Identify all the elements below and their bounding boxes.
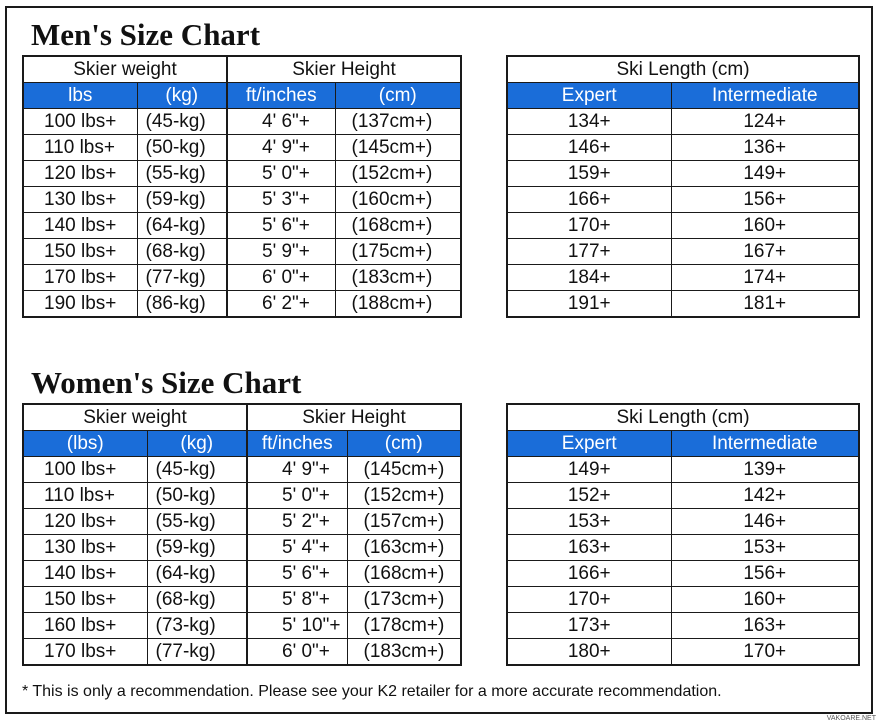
- women-ski-length-row: [507, 587, 859, 613]
- women-expert-length-cell: 180+: [507, 639, 671, 666]
- men-intermediate-length-cell: 167+: [671, 239, 859, 265]
- men-height-ft-cell: 6' 0"+: [227, 265, 335, 291]
- men-weight-lbs-cell: 140 lbs+: [23, 213, 137, 239]
- men-table-row: [23, 239, 461, 265]
- men-skier-weight-header: Skier weight: [23, 56, 227, 83]
- women-height-ft-cell: 5' 0"+: [247, 483, 347, 509]
- women-ski-length-row: [507, 561, 859, 587]
- women-ski-length-table: [506, 403, 860, 666]
- women-height-cm-cell: (145cm+): [347, 457, 461, 483]
- men-height-cm-cell: (188cm+): [335, 291, 461, 318]
- men-weight-lbs-cell: 130 lbs+: [23, 187, 137, 213]
- men-intermediate-length-cell: 149+: [671, 161, 859, 187]
- women-height-cm-cell: (168cm+): [347, 561, 461, 587]
- women-ski-length-row: [507, 535, 859, 561]
- women-expert-length-cell: 166+: [507, 561, 671, 587]
- women-lbs-header: (lbs): [23, 431, 147, 457]
- women-height-ft-cell: 5' 2"+: [247, 509, 347, 535]
- women-height-cm-cell: (178cm+): [347, 613, 461, 639]
- women-ski-length-row: [507, 639, 859, 666]
- men-expert-length-cell: 184+: [507, 265, 671, 291]
- men-ski-length-row: [507, 265, 859, 291]
- women-height-ft-cell: 5' 6"+: [247, 561, 347, 587]
- women-expert-header: Expert: [507, 431, 671, 457]
- women-expert-length-cell: 153+: [507, 509, 671, 535]
- women-table-row: [23, 587, 461, 613]
- women-intermediate-length-cell: 139+: [671, 457, 859, 483]
- men-cm-header: (cm): [335, 83, 461, 109]
- men-expert-length-cell: 191+: [507, 291, 671, 318]
- women-height-ft-cell: 5' 10"+: [247, 613, 347, 639]
- women-weight-lbs-cell: 100 lbs+: [23, 457, 147, 483]
- women-ski-length-row: [507, 509, 859, 535]
- men-height-cm-cell: (137cm+): [335, 109, 461, 135]
- men-table-row: [23, 265, 461, 291]
- men-intermediate-length-cell: 136+: [671, 135, 859, 161]
- men-ski-length-row: [507, 187, 859, 213]
- women-intermediate-length-cell: 160+: [671, 587, 859, 613]
- men-table-row: [23, 109, 461, 135]
- men-height-cm-cell: (160cm+): [335, 187, 461, 213]
- women-expert-length-cell: 173+: [507, 613, 671, 639]
- men-height-ft-cell: 4' 6"+: [227, 109, 335, 135]
- men-weight-kg-cell: (45-kg): [137, 109, 227, 135]
- women-height-ft-cell: 4' 9"+: [247, 457, 347, 483]
- women-weight-kg-cell: (68-kg): [147, 587, 247, 613]
- women-height-cm-cell: (152cm+): [347, 483, 461, 509]
- men-height-cm-cell: (183cm+): [335, 265, 461, 291]
- men-ski-length-row: [507, 109, 859, 135]
- men-expert-length-cell: 177+: [507, 239, 671, 265]
- men-weight-kg-cell: (59-kg): [137, 187, 227, 213]
- men-ski-length-row: [507, 213, 859, 239]
- women-expert-length-cell: 149+: [507, 457, 671, 483]
- women-intermediate-length-cell: 163+: [671, 613, 859, 639]
- women-weight-lbs-cell: 130 lbs+: [23, 535, 147, 561]
- men-expert-length-cell: 170+: [507, 213, 671, 239]
- men-ski-length-header: Ski Length (cm): [507, 56, 859, 83]
- men-table-row: [23, 291, 461, 318]
- men-intermediate-length-cell: 124+: [671, 109, 859, 135]
- men-height-cm-cell: (175cm+): [335, 239, 461, 265]
- women-weight-kg-cell: (64-kg): [147, 561, 247, 587]
- women-intermediate-length-cell: 156+: [671, 561, 859, 587]
- men-weight-height-table: [22, 55, 462, 318]
- women-height-cm-cell: (157cm+): [347, 509, 461, 535]
- women-weight-lbs-cell: 120 lbs+: [23, 509, 147, 535]
- women-ski-length-row: [507, 613, 859, 639]
- men-ski-length-row: [507, 161, 859, 187]
- men-kg-header: (kg): [137, 83, 227, 109]
- women-ski-length-row: [507, 457, 859, 483]
- men-intermediate-length-cell: 156+: [671, 187, 859, 213]
- women-weight-kg-cell: (59-kg): [147, 535, 247, 561]
- women-weight-kg-cell: (50-kg): [147, 483, 247, 509]
- men-weight-lbs-cell: 170 lbs+: [23, 265, 137, 291]
- women-weight-lbs-cell: 140 lbs+: [23, 561, 147, 587]
- women-intermediate-length-cell: 146+: [671, 509, 859, 535]
- footnote: * This is only a recommendation. Please see your K2 retailer for a more accurate recommendation.: [22, 683, 722, 700]
- men-height-ft-cell: 5' 6"+: [227, 213, 335, 239]
- men-skier-height-header: Skier Height: [227, 56, 461, 83]
- men-weight-lbs-cell: 150 lbs+: [23, 239, 137, 265]
- men-height-ft-cell: 5' 3"+: [227, 187, 335, 213]
- women-height-ft-cell: 5' 8"+: [247, 587, 347, 613]
- men-weight-kg-cell: (50-kg): [137, 135, 227, 161]
- men-height-cm-cell: (152cm+): [335, 161, 461, 187]
- men-chart-title: Men's Size Chart: [31, 17, 261, 52]
- men-weight-kg-cell: (55-kg): [137, 161, 227, 187]
- women-table-row: [23, 639, 461, 666]
- women-skier-height-header: Skier Height: [247, 404, 461, 431]
- women-intermediate-length-cell: 170+: [671, 639, 859, 666]
- women-cm-header: (cm): [347, 431, 461, 457]
- men-table-row: [23, 213, 461, 239]
- men-table-row: [23, 161, 461, 187]
- men-height-ft-cell: 5' 9"+: [227, 239, 335, 265]
- women-skier-weight-header: Skier weight: [23, 404, 247, 431]
- men-weight-kg-cell: (77-kg): [137, 265, 227, 291]
- watermark: VAKOARE.NET: [826, 715, 876, 722]
- men-ski-length-table: [506, 55, 860, 318]
- women-weight-kg-cell: (45-kg): [147, 457, 247, 483]
- men-expert-length-cell: 134+: [507, 109, 671, 135]
- men-ski-length-row: [507, 135, 859, 161]
- men-height-ft-cell: 6' 2"+: [227, 291, 335, 318]
- women-weight-height-table: [22, 403, 462, 666]
- women-table-row: [23, 613, 461, 639]
- men-weight-lbs-cell: 100 lbs+: [23, 109, 137, 135]
- women-height-cm-cell: (163cm+): [347, 535, 461, 561]
- women-weight-kg-cell: (55-kg): [147, 509, 247, 535]
- women-kg-header: (kg): [147, 431, 247, 457]
- men-weight-kg-cell: (68-kg): [137, 239, 227, 265]
- women-ftinches-header: ft/inches: [247, 431, 347, 457]
- women-table-row: [23, 561, 461, 587]
- men-weight-lbs-cell: 110 lbs+: [23, 135, 137, 161]
- men-expert-length-cell: 146+: [507, 135, 671, 161]
- men-intermediate-length-cell: 174+: [671, 265, 859, 291]
- women-expert-length-cell: 163+: [507, 535, 671, 561]
- men-expert-length-cell: 166+: [507, 187, 671, 213]
- men-height-cm-cell: (145cm+): [335, 135, 461, 161]
- women-table-row: [23, 535, 461, 561]
- men-weight-lbs-cell: 120 lbs+: [23, 161, 137, 187]
- women-expert-length-cell: 170+: [507, 587, 671, 613]
- women-weight-kg-cell: (73-kg): [147, 613, 247, 639]
- men-intermediate-header: Intermediate: [671, 83, 859, 109]
- men-expert-length-cell: 159+: [507, 161, 671, 187]
- women-weight-lbs-cell: 110 lbs+: [23, 483, 147, 509]
- women-intermediate-length-cell: 153+: [671, 535, 859, 561]
- women-ski-length-row: [507, 483, 859, 509]
- men-height-ft-cell: 5' 0"+: [227, 161, 335, 187]
- women-height-cm-cell: (183cm+): [347, 639, 461, 666]
- women-height-ft-cell: 5' 4"+: [247, 535, 347, 561]
- women-intermediate-length-cell: 142+: [671, 483, 859, 509]
- men-table-row: [23, 187, 461, 213]
- women-table-row: [23, 457, 461, 483]
- men-height-ft-cell: 4' 9"+: [227, 135, 335, 161]
- women-intermediate-header: Intermediate: [671, 431, 859, 457]
- men-intermediate-length-cell: 181+: [671, 291, 859, 318]
- women-chart-title: Women's Size Chart: [31, 365, 302, 400]
- women-weight-lbs-cell: 170 lbs+: [23, 639, 147, 666]
- women-weight-lbs-cell: 150 lbs+: [23, 587, 147, 613]
- men-intermediate-length-cell: 160+: [671, 213, 859, 239]
- men-ski-length-row: [507, 239, 859, 265]
- women-weight-kg-cell: (77-kg): [147, 639, 247, 666]
- men-height-cm-cell: (168cm+): [335, 213, 461, 239]
- men-lbs-header: lbs: [23, 83, 137, 109]
- men-ftinches-header: ft/inches: [227, 83, 335, 109]
- men-weight-kg-cell: (86-kg): [137, 291, 227, 318]
- women-weight-lbs-cell: 160 lbs+: [23, 613, 147, 639]
- men-weight-lbs-cell: 190 lbs+: [23, 291, 137, 318]
- men-table-row: [23, 135, 461, 161]
- women-table-row: [23, 509, 461, 535]
- women-height-cm-cell: (173cm+): [347, 587, 461, 613]
- women-table-row: [23, 483, 461, 509]
- men-expert-header: Expert: [507, 83, 671, 109]
- women-height-ft-cell: 6' 0"+: [247, 639, 347, 666]
- men-ski-length-row: [507, 291, 859, 318]
- men-weight-kg-cell: (64-kg): [137, 213, 227, 239]
- women-expert-length-cell: 152+: [507, 483, 671, 509]
- women-ski-length-header: Ski Length (cm): [507, 404, 859, 431]
